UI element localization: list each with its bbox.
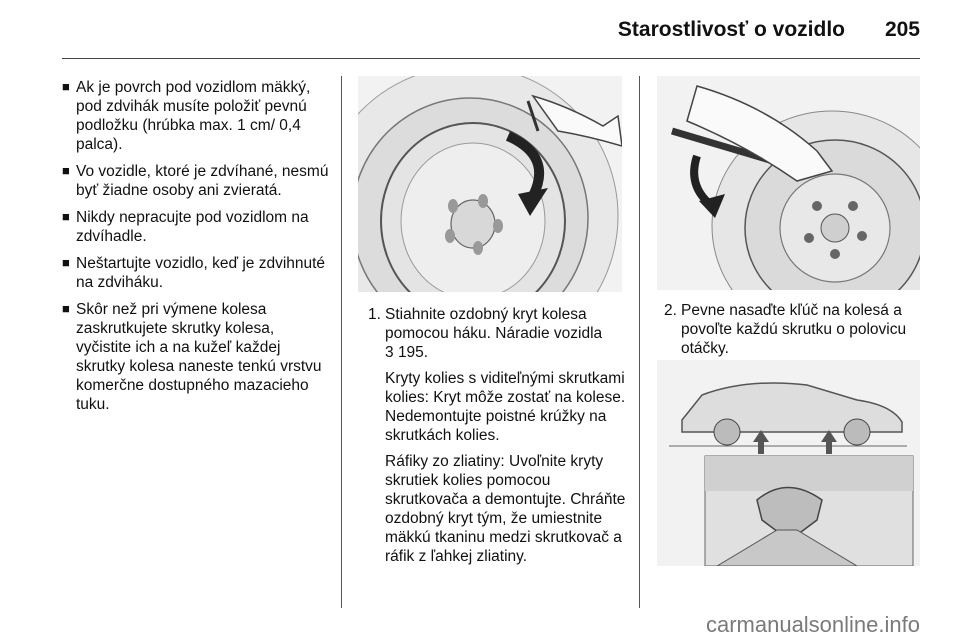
- left-column: [62, 78, 332, 422]
- bullet-list: [62, 78, 332, 414]
- step-text: Pevne nasaďte kľúč na kolesá a povoľte každú skrutku o polovicu otáčky.: [681, 302, 907, 357]
- column-divider-2: [639, 76, 640, 608]
- list-item: ■ Skôr než pri výmene kolesa zaskrutkujete skrutky kolesa, vyčistite ich a na kužeľ každej skrutky kolesa naneste tenkú vrstvu komerčne dostupného mazacieho tuku.: [62, 301, 322, 413]
- list-item: ■ Ak je povrch pod vozidlom mäkký, pod zdvihák musíte položiť pevnú podložku (hrúbka max. 1 cm/ 0,4 palca).: [62, 79, 311, 153]
- bullet-icon: ■: [62, 163, 70, 178]
- bullet-icon: ■: [62, 209, 70, 224]
- column-divider-1: [341, 76, 342, 608]
- step-note-2: Ráfiky zo zliatiny: Uvoľnite kryty skrutiek kolies pomocou skrutkovača a demontujte. Chráňte ozdobný kryt tým, že umiestnite mäkkú tkaninu medzi skrutkovač a ráfik z ľahkej zliatiny.: [385, 453, 626, 565]
- bullet-icon: ■: [62, 79, 70, 94]
- list-item: ■ Neštartujte vozidlo, keď je zdvihnuté na zdviháku.: [62, 255, 326, 291]
- page-title: Starostlivosť o vozidlo: [617, 18, 845, 41]
- step-2: [664, 301, 914, 365]
- hubcap-removal-illustration: [358, 76, 622, 292]
- step-number: 2.: [664, 302, 677, 319]
- header-rule: [62, 58, 920, 59]
- bullet-icon: ■: [62, 255, 70, 270]
- jack-points-illustration: [657, 360, 920, 566]
- step-1: [368, 305, 632, 573]
- watermark: carmanualsonline.info: [705, 612, 920, 637]
- page-reference: 195.: [397, 344, 429, 361]
- step-note-1: Kryty kolies s viditeľnými skrutkami kolies: Kryt môže zostať na kolese. Nedemontujte poistné krúžky na skrutkách kolies.: [385, 370, 626, 444]
- wheel-wrench-illustration: [657, 76, 920, 290]
- list-item: ■ Vo vozidle, ktoré je zdvíhané, nesmú byť žiadne osoby ani zvieratá.: [62, 163, 329, 199]
- step-text: Stiahnite ozdobný kryt kolesa pomocou háku. Náradie vozidla 3 195.: [385, 306, 603, 361]
- list-item: ■ Nikdy nepracujte pod vozidlom na zdvíhadle.: [62, 209, 309, 245]
- page-number: 205: [884, 18, 920, 41]
- page-reference-icon: 3: [385, 344, 394, 361]
- bullet-icon: ■: [62, 301, 70, 316]
- step-number: 1.: [368, 306, 381, 323]
